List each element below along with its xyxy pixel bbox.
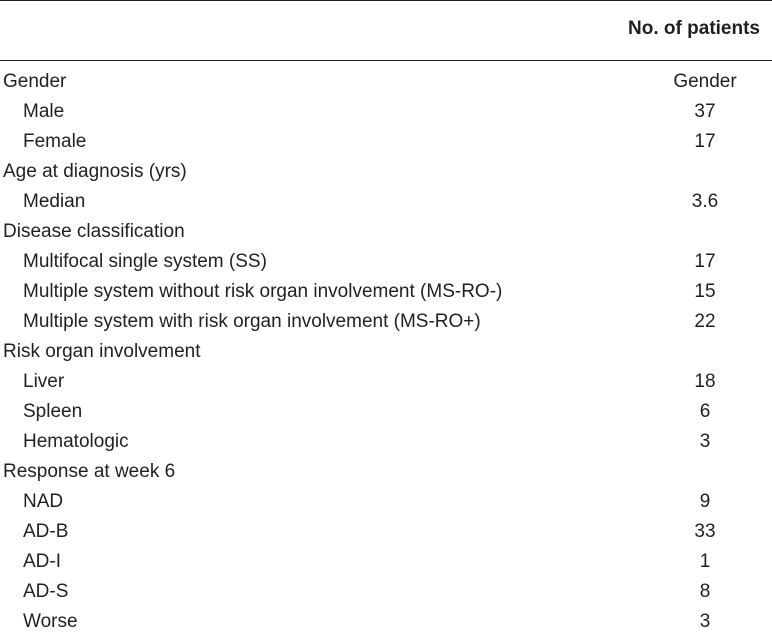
row-label: Multifocal single system (SS): [23, 251, 267, 272]
table-row: [0, 67, 772, 97]
row-value: 37: [694, 101, 716, 122]
row-label: Spleen: [23, 401, 83, 422]
row-value: 22: [694, 311, 716, 332]
table-row: [0, 457, 772, 487]
table-row: [0, 97, 772, 127]
row-label: Male: [23, 101, 65, 122]
row-label: Hematologic: [23, 431, 129, 452]
row-label: Age at diagnosis (yrs): [3, 161, 187, 182]
row-value: 8: [699, 581, 711, 602]
table-row: [0, 337, 772, 367]
row-label: AD-I: [23, 551, 61, 572]
row-label: Response at week 6: [3, 461, 176, 482]
table-row: [0, 277, 772, 307]
table-row: [0, 157, 772, 187]
row-label: Disease classification: [3, 221, 185, 242]
table-body: [0, 67, 772, 637]
row-label: Gender: [3, 71, 67, 92]
row-value: 17: [694, 251, 716, 272]
table-row: [0, 187, 772, 217]
row-value: 18: [694, 371, 716, 392]
row-value: 9: [699, 491, 711, 512]
row-value: 3.6: [691, 191, 719, 212]
row-label: Multiple system without risk organ involvement (MS-RO-): [23, 281, 503, 302]
row-value: 3: [699, 431, 711, 452]
table-row: [0, 217, 772, 247]
table-row: [0, 577, 772, 607]
row-label: Risk organ involvement: [3, 341, 201, 362]
table-row: [0, 517, 772, 547]
row-value: 15: [694, 281, 716, 302]
table-row: [0, 127, 772, 157]
table-row: [0, 367, 772, 397]
row-label: AD-S: [23, 581, 69, 602]
row-label: Liver: [23, 371, 65, 392]
header-count-label: No. of patients: [628, 18, 760, 39]
row-label: Median: [23, 191, 86, 212]
table-header-row: [0, 0, 772, 60]
row-value: 6: [699, 401, 711, 422]
table-header-rule: [0, 60, 772, 61]
row-value: 1: [699, 551, 711, 572]
row-label: Multiple system with risk organ involvement (MS-RO+): [23, 311, 481, 332]
row-label: Female: [23, 131, 87, 152]
row-label: Worse: [23, 611, 78, 632]
row-label: NAD: [23, 491, 64, 512]
table-row: [0, 307, 772, 337]
table-row: [0, 397, 772, 427]
row-value: 3: [699, 611, 711, 632]
row-value: 33: [694, 521, 716, 542]
row-value: Gender: [673, 71, 737, 92]
table-row: [0, 487, 772, 517]
table-row: [0, 247, 772, 277]
table-row: [0, 607, 772, 637]
row-label: AD-B: [23, 521, 69, 542]
table-row: [0, 547, 772, 577]
table-row: [0, 427, 772, 457]
row-value: 17: [694, 131, 716, 152]
